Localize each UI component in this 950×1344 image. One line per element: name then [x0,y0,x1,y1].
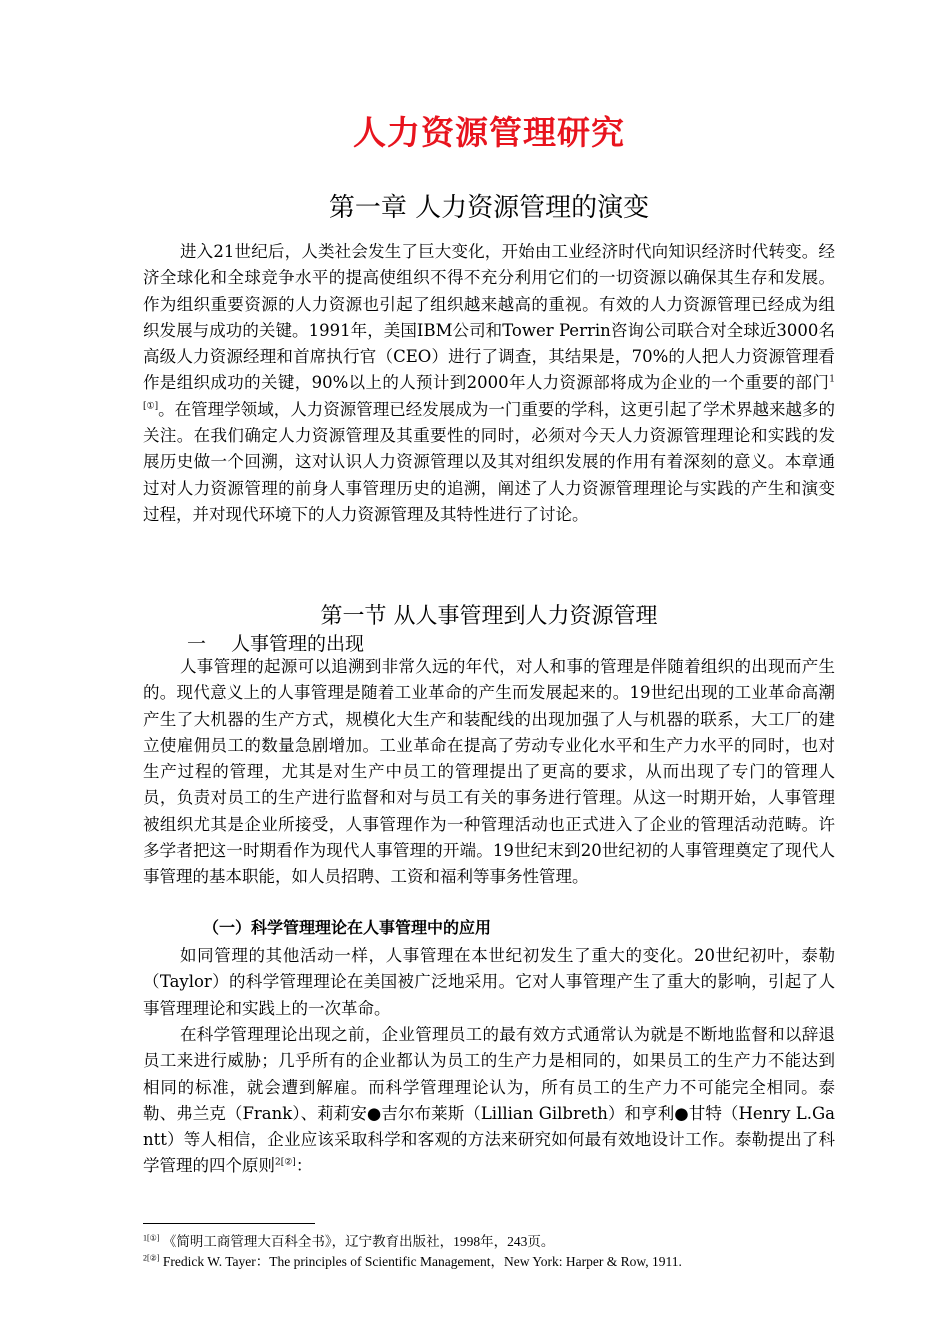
document-title: 人力资源管理研究 [353,113,625,152]
paragraph-block-3 [143,943,835,1022]
paragraph-block-4 [143,1022,835,1180]
footnote-1 [143,1232,835,1252]
paragraph-4 [143,1022,835,1180]
footnote-2-mark: 2[②] [143,1253,160,1263]
subheading-number: 一 [187,633,207,655]
footnote-ref-2[interactable]: 2[②] [275,1157,296,1168]
footnote-1-mark: 1[①] [143,1233,160,1243]
footnote-separator [143,1223,315,1224]
subheading-text: 人事管理的出现 [231,633,365,655]
paragraph-2: 人事管理的起源可以追溯到非常久远的年代，对人和事的管理是伴随着组织的出现而产生的。现代意义上的人事管理是随着工业革命的产生而发展起来的。19世纪出现的工业革命高潮产生了大机器的生产方式，规模化大生产和装配线的出现加强了人与机器的联系，大工厂的建立使雇佣员工的数量急剧增加。工业革命在提高了劳动专业化水平和生产力水平的同时，也对生产过程的管理，尤其是对生产中员工的管理提出了更高的要求，从而出现了专门的管理人员，负责对员工的生产进行监督和对与员工有关的事务进行管理。从这一时期开始，人事管理被组织尤其是企业所接受，人事管理作为一种管理活动也正式进入了企业的管理活动范畴。许多学者把这一时期看作为现代人事管理的开端。19世纪末到20世纪初的人事管理奠定了现代人事管理的基本职能，如人员招聘、工资和福利等事务性管理。 [143,657,835,887]
paragraph-3: 如同管理的其他活动一样，人事管理在本世纪初发生了重大的变化。20世纪初叶，泰勒（Taylor）的科学管理理论在美国被广泛地采用。它对人事管理产生了重大的影响，引起了人事管理理论和实践上的一次革命。 [143,946,835,1018]
footnote-2-text: Fredick W. Tayer：The principles of Scientific Management，New York: Harper & Row, 1911. [162,1254,682,1269]
intro-paragraph [143,239,835,528]
paragraph-block-2 [143,654,835,891]
para4-text-part2: ： [295,1156,313,1176]
section-heading: 第一节 从人事管理到人力资源管理 [320,604,658,629]
footnote-2 [143,1252,835,1272]
footnote-ref-1[interactable]: 1[①] [143,374,835,412]
intro-paragraph-block [143,239,835,528]
intro-text-part1: 进入21世纪后，人类社会发生了巨大变化，开始由工业经济时代向知识经济时代转变。经济全球化和全球竞争水平的提高使组织不得不充分利用它们的一切资源以确保其生存和发展。作为组织重要资源的人力资源也引起了组织越来越高的重视。有效的人力资源管理已经成为组织发展与成功的关键。1991年，美国IBM公司和Tower Perrin咨询公司联合对全球近3000名高级人力资源经理和首席执行官（CEO）进行了调查，其结果是，70%的人把人力资源管理看作是组织成功的关键，90%以上的人预计到2000年人力资源部将成为企业的一个重要的部门 [143,242,835,393]
para4-text-part1: 在科学管理理论出现之前，企业管理员工的最有效方式通常认为就是不断地监督和以辞退员工来进行威胁；几乎所有的企业都认为员工的生产力是相同的，如果员工的生产力不能达到相同的标准，就会遭到解雇。而科学管理理论认为，所有员工的生产力不可能完全相同。泰勒、弗兰克（Frank）、莉莉安●吉尔布莱斯（Lillian Gilbreth）和亨利●甘特（Henry L.Gantt）等人相信，企业应该采取科学和客观的方法来研究如何最有效地设计工作。泰勒提出了科学管理的四个原则 [143,1025,835,1176]
footnote-1-text: 《简明工商管理大百科全书》，辽宁教育出版社，1998年，243页。 [162,1234,555,1249]
chapter-heading: 第一章 人力资源管理的演变 [328,193,650,223]
subsection-heading: （一）科学管理理论在人事管理中的应用 [203,918,492,937]
intro-text-part2: 。在管理学领域，人力资源管理已经发展成为一门重要的学科，这更引起了学术界越来越多的关注。在我们确定人力资源管理及其重要性的同时，必须对今天人力资源管理理论和实践的发展历史做一个回溯，这对认识人力资源管理以及其对组织发展的作用有着深刻的意义。本章通过对人力资源管理的前身人事管理历史的追溯，阐述了人力资源管理理论与实践的产生和演变过程，并对现代环境下的人力资源管理及其特性进行了讨论。 [143,399,836,524]
